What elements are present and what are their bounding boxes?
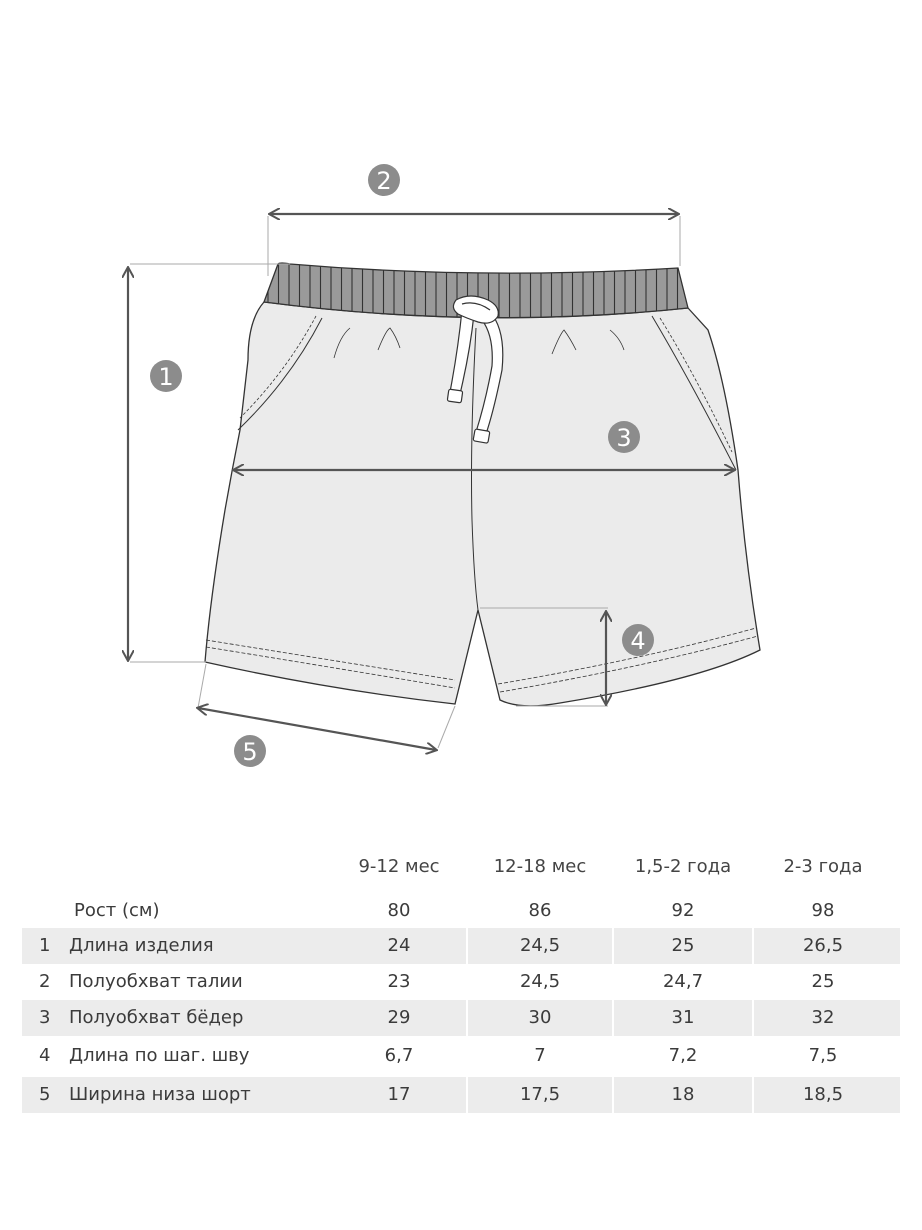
cell-value: 32 (811, 1007, 835, 1028)
cell-value: 18 (671, 1084, 695, 1105)
cell-value: 7,2 (668, 1045, 698, 1066)
table-row (22, 1038, 900, 1074)
svg-text:3: 3 (616, 424, 632, 452)
cell-value: 7,5 (808, 1045, 838, 1066)
cell-value: 25 (671, 935, 695, 956)
svg-text:5: 5 (242, 738, 258, 766)
row-label: Длина изделия (69, 935, 214, 956)
height-row (22, 893, 900, 929)
cell-value: 92 (671, 900, 695, 921)
cell-value: 24 (387, 935, 411, 956)
cell-value: 26,5 (802, 935, 844, 956)
cell-value: 86 (528, 900, 552, 921)
row-number: 5 (39, 1084, 51, 1105)
cell-value: 29 (387, 1007, 411, 1028)
row-label: Ширина низа шорт (69, 1084, 251, 1105)
cell-value: 30 (528, 1007, 552, 1028)
marker-2 (368, 164, 400, 196)
column-header-1: 9-12 мес (358, 856, 440, 877)
table-row (22, 964, 900, 1000)
cell-value: 6,7 (384, 1045, 414, 1066)
marker-5 (234, 735, 266, 767)
cell-value: 24,5 (519, 935, 561, 956)
shorts-garment (205, 302, 760, 706)
svg-text:2: 2 (376, 167, 392, 195)
column-header-2: 12-18 мес (493, 856, 587, 877)
row-label: Рост (см) (74, 900, 160, 921)
cell-value: 31 (671, 1007, 695, 1028)
row-number: 4 (39, 1045, 51, 1066)
cell-value: 98 (811, 900, 835, 921)
cell-value: 23 (387, 971, 411, 992)
marker-1 (150, 360, 182, 392)
cell-value: 24,7 (662, 971, 704, 992)
column-header-3: 1,5-2 года (634, 856, 732, 877)
cell-value: 25 (811, 971, 835, 992)
row-label: Полуобхват бёдер (69, 1007, 244, 1028)
svg-text:4: 4 (630, 627, 646, 655)
row-label: Полуобхват талии (69, 971, 243, 992)
table-row (22, 1000, 900, 1036)
cell-value: 18,5 (802, 1084, 844, 1105)
row-number: 1 (39, 935, 51, 956)
cell-value: 17 (387, 1084, 411, 1105)
arrow-hem-width (198, 708, 436, 750)
row-number: 2 (39, 971, 51, 992)
column-header-4: 2-3 года (783, 856, 863, 877)
svg-text:1: 1 (158, 363, 174, 391)
row-label: Длина по шаг. шву (69, 1045, 250, 1066)
marker-3 (608, 421, 640, 453)
cell-value: 7 (534, 1045, 546, 1066)
cell-value: 17,5 (519, 1084, 561, 1105)
cell-value: 24,5 (519, 971, 561, 992)
marker-4 (622, 624, 654, 656)
cell-value: 80 (387, 900, 411, 921)
table-row (22, 928, 900, 964)
row-number: 3 (39, 1007, 51, 1028)
table-row (22, 1077, 900, 1113)
